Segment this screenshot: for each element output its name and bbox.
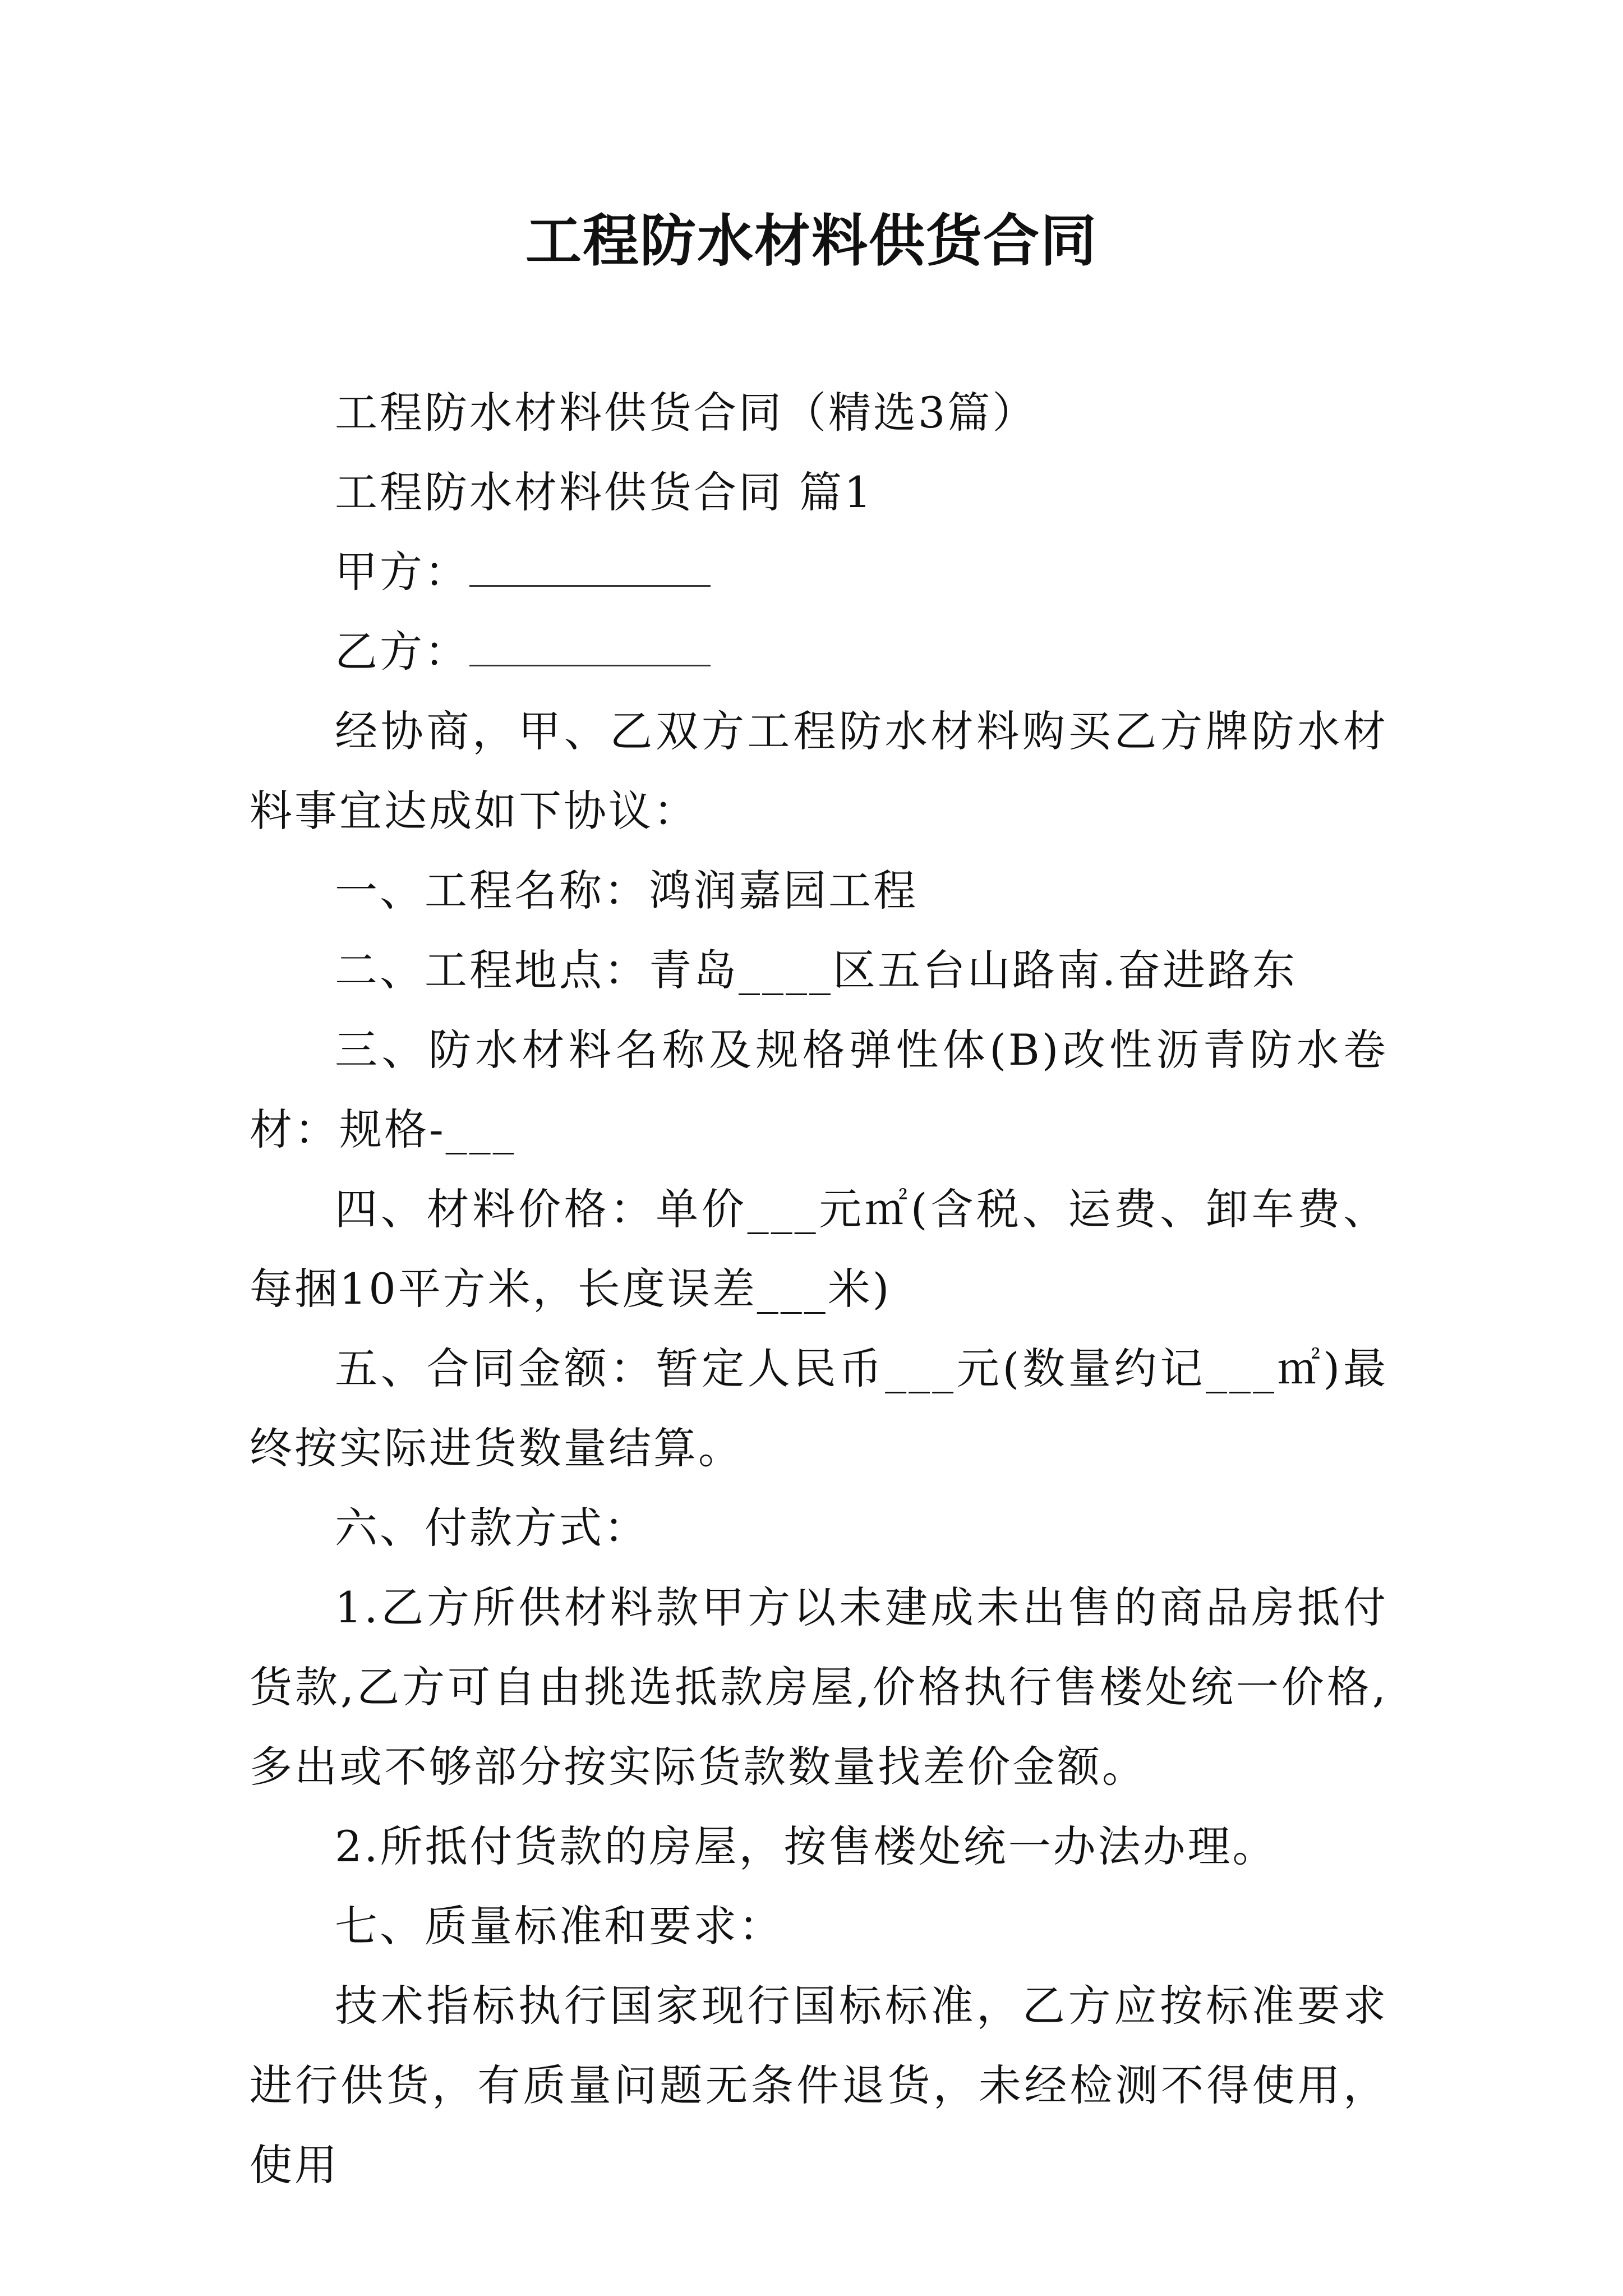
clause-project-location: 二、工程地点：青岛____区五台山路南.奋进路东 xyxy=(335,945,1298,995)
clause-contract-amount: 五、合同金额：暂定人民币___元(数量约记___㎡)最终按实际进货数量结算。 xyxy=(250,1343,1388,1473)
subtitle: 工程防水材料供货合同（精选3篇） xyxy=(335,388,1038,438)
clause-payment-heading: 六、付款方式： xyxy=(335,1503,649,1553)
party-a-label: 甲方： xyxy=(335,547,469,597)
clause-quality-heading: 七、质量标准和要求： xyxy=(335,1901,783,1951)
party-a-line xyxy=(250,532,1388,612)
clause-material-spec: 三、防水材料名称及规格弹性体(B)改性沥青防水卷材：规格-___ xyxy=(250,1025,1388,1154)
document-title: 工程防水材料供货合同 xyxy=(525,208,1098,274)
party-a-blank xyxy=(469,551,711,587)
intro-paragraph: 经协商，甲、乙双方工程防水材料购买乙方牌防水材料事宜达成如下协议： xyxy=(250,706,1388,836)
clause-quality-body: 技术指标执行国家现行国标标准，乙方应按标准要求进行供货，有质量问题无条件退货，未经检测不得使用，使用 xyxy=(250,1981,1388,2190)
clause-project-name: 一、工程名称：鸿润嘉园工程 xyxy=(335,866,918,915)
part-heading: 工程防水材料供货合同 篇1 xyxy=(335,467,874,517)
party-b-blank xyxy=(469,631,711,666)
clause-payment-1: 1.乙方所供材料款甲方以未建成未出售的商品房抵付货款,乙方可自由挑选抵款房屋,价格执行售楼处统一价格,多出或不够部分按实际货款数量找差价金额。 xyxy=(250,1582,1388,1792)
party-b-line xyxy=(250,612,1388,692)
document-body xyxy=(250,373,1388,2205)
clause-payment-2: 2.所抵付货款的房屋，按售楼处统一办法办理。 xyxy=(335,1821,1278,1871)
clause-material-price: 四、材料价格：单价___元㎡(含税、运费、卸车费、每捆10平方米，长度误差___米) xyxy=(250,1184,1388,1314)
party-b-label: 乙方： xyxy=(335,627,469,677)
